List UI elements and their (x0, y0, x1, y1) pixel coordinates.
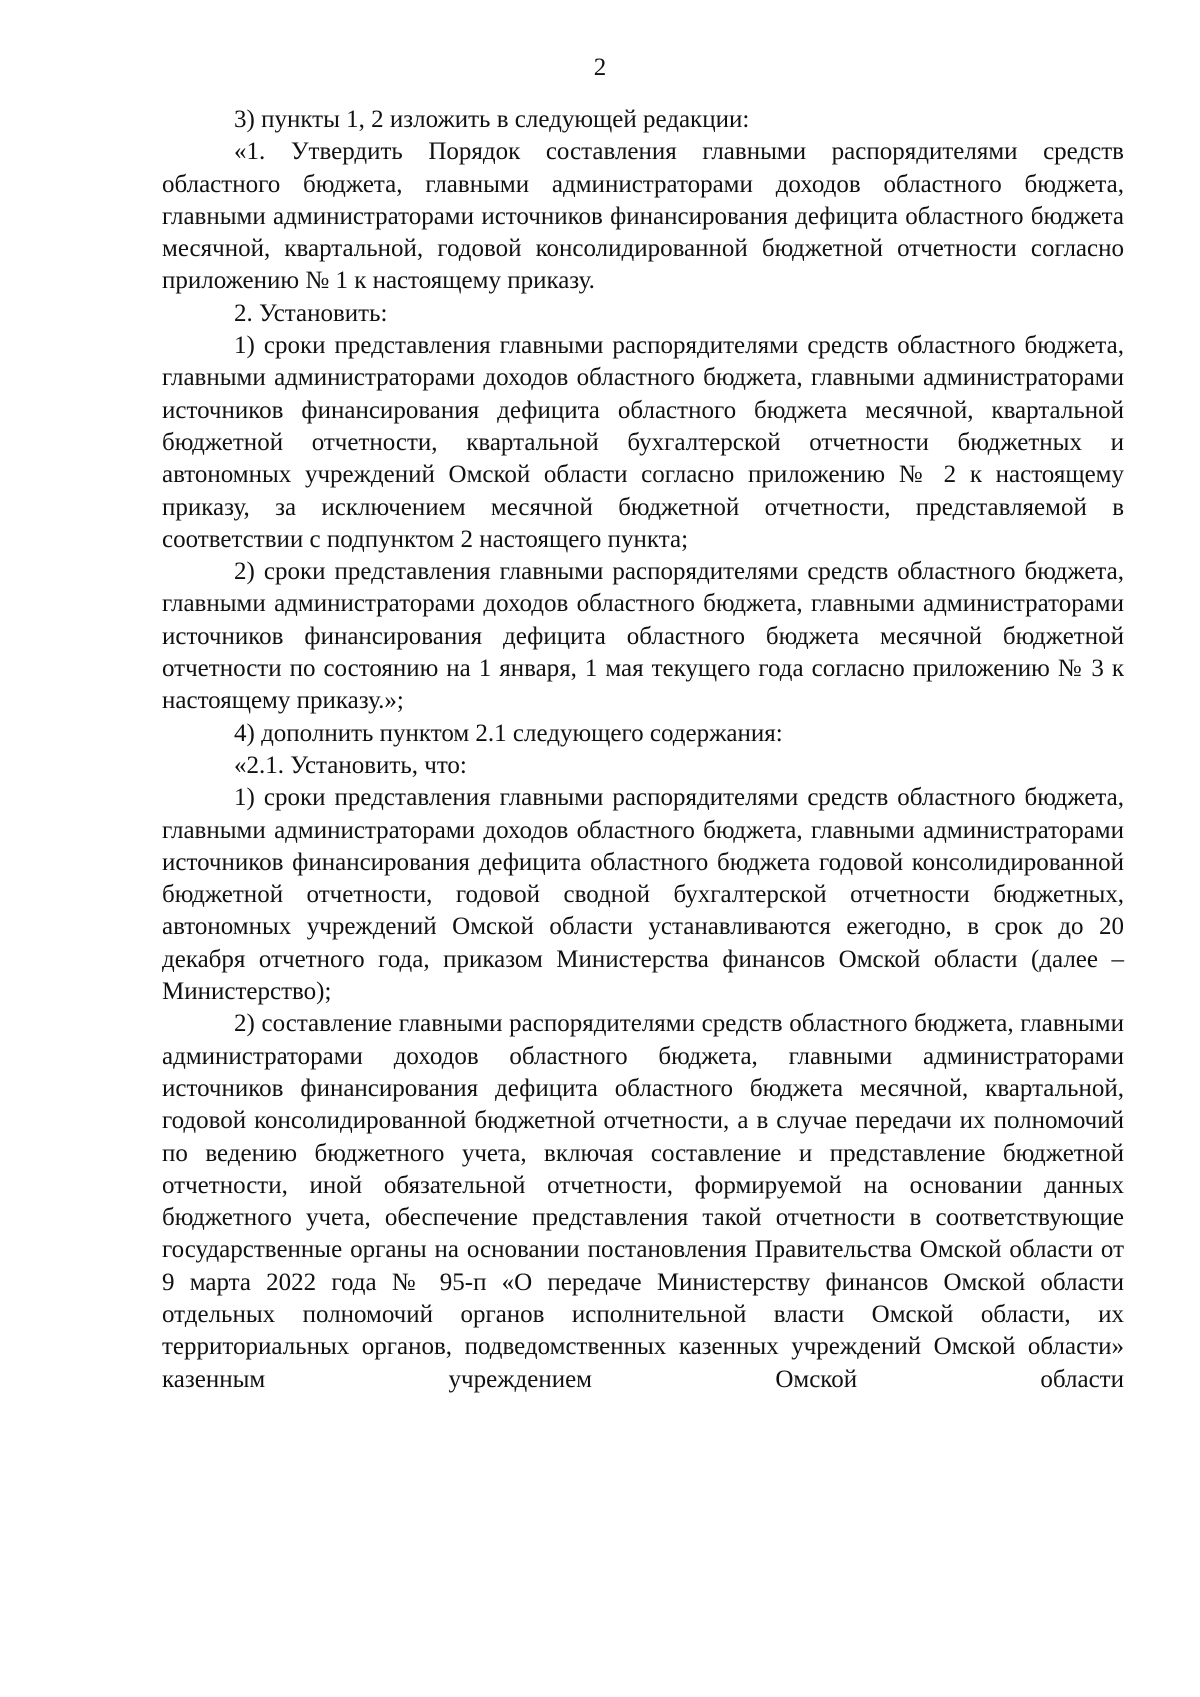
paragraph-clause-1: «1. Утвердить Порядок составления главными распорядителями средств областного бюджета, главными администраторами доходов областного бюджета, главными администраторами источников финансирования дефицита областного бюджета месячной, квартальной, годовой консолидированной бюджетной отчетности согласно приложению № 1 к настоящему приказу. (162, 138, 1124, 295)
paragraph-subclause-2-1-1: 1) сроки представления главными распорядителями средств областного бюджета, главными администраторами доходов областного бюджета, главными администраторами источников финансирования дефицита областного бюджета годовой консолидированной бюджетной отчетности, годовой сводной бухгалтерской отчетности бюджетных, автономных учреждений Омской области устанавливаются ежегодно, в срок до 20 декабря отчетного года, приказом Министерства финансов Омской области (далее – Министерство); (162, 784, 1124, 1006)
paragraph-subclause-2-1: 1) сроки представления главными распорядителями средств областного бюджета, главными администраторами доходов областного бюджета, главными администраторами источников финансирования дефицита областного бюджета месячной, квартальной бюджетной отчетности, квартальной бухгалтерской отчетности бюджетных и автономных учреждений Омской области согласно приложению № 2 к настоящему приказу, за исключением месячной бюджетной отчетности, представляемой в соответствии с подпунктом 2 настоящего пункта; (162, 332, 1124, 553)
paragraph-item-4: 4) дополнить пунктом 2.1 следующего содержания: (234, 719, 783, 747)
paragraph-subclause-2-1-2: 2) составление главными распорядителями средств областного бюджета, главными администраторами доходов областного бюджета, главными администраторами источников финансирования дефицита областного бюджета месячной, квартальной, годовой консолидированной бюджетной отчетности, а в случае передачи их полномочий по ведению бюджетного учета, включая составление и представление бюджетной отчетности, иной обязательной отчетности, формируемой на основании данных бюджетного учета, обеспечение представления такой отчетности в соответствующие государственные органы на основании постановления Правительства Омской области от 9 марта 2022 года № 95-п «О передаче Министерству финансов Омской области отдельных полномочий органов исполнительной власти Омской области, их территориальных органов, подведомственных казенных учреждений Омской области» казенным учреждением Омской области (162, 1010, 1124, 1393)
paragraph-item-3: 3) пункты 1, 2 изложить в следующей редакции: (234, 106, 750, 133)
paragraph-clause-2-heading: 2. Установить: (234, 299, 388, 327)
document-body (162, 104, 1124, 1396)
page-number: 2 (593, 54, 607, 81)
paragraph-subclause-2-2: 2) сроки представления главными распорядителями средств областного бюджета, главными администраторами доходов областного бюджета, главными администраторами источников финансирования дефицита областного бюджета месячной бюджетной отчетности по состоянию на 1 января, 1 мая текущего года согласно приложению № 3 к настоящему приказу.»; (162, 558, 1124, 715)
paragraph-clause-2-1-heading: «2.1. Установить, что: (234, 751, 467, 779)
